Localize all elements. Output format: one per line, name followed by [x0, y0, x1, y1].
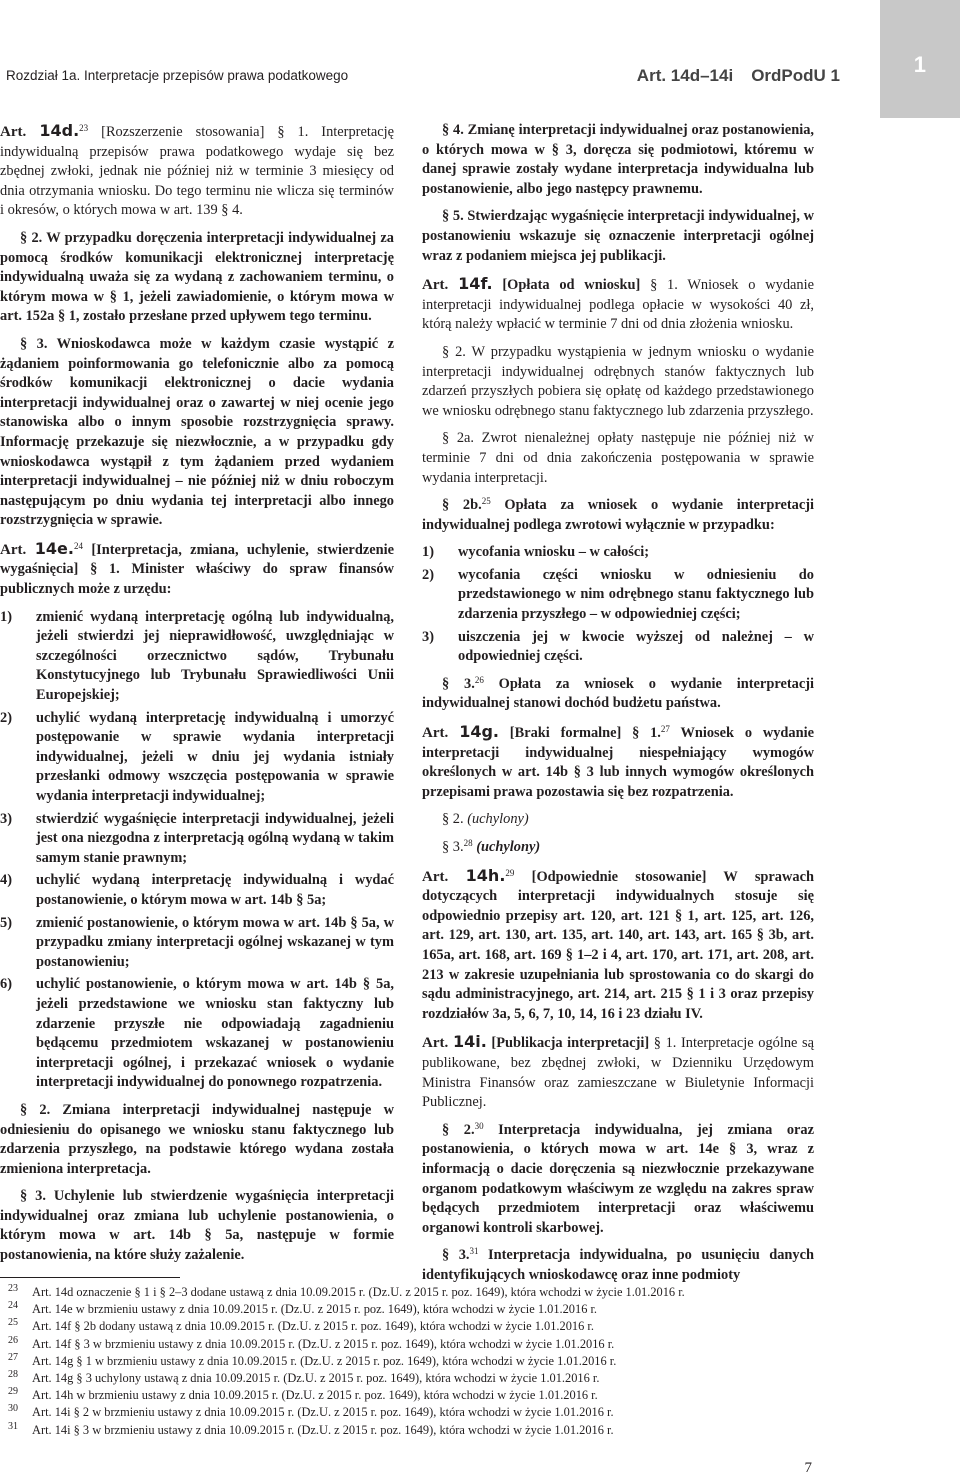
paragraph-text: § 1. Interpretacje ogólne są publikowane, bez zbędnej zwłoki, w Dzienniku Urzędowym Ministra Finansów oraz zamieszczane w Biuletynie Informacji Publicznej. — [422, 1035, 814, 1111]
item-number: 2) — [0, 709, 12, 726]
article-title: [Opłata od wniosku] — [492, 277, 651, 294]
footnote-ref: 31 — [469, 1246, 479, 1257]
footnote — [8, 1404, 828, 1421]
article-title: [Odpowiednie stosowanie] — [514, 868, 724, 885]
article-number: 14i. — [452, 1032, 487, 1052]
footnote-text: Art. 14d oznaczenie § 1 i § 2–3 dodane ustawą z dnia 10.09.2015 r. (Dz.U. z 2015 r. poz. 1649), która wchodzi w życie 1.01.2016 r. — [32, 1285, 685, 1299]
list-item — [0, 914, 394, 973]
art14d-paragraph-3: § 3. Wnioskodawca może w każdym czasie wystąpić z żądaniem poinformowania go telefonicznie albo za pomocą środków komunikacji elektronicznej o dacie wydania interpretacji indywidualnej oraz o zawartej w niej ocenie jego stanowiska albo o innym sposobie rozstrzygnięcia sprawy. Informację przekazuje się niezwłocznie, a w przypadku gdy wnioskodawca wystąpił z tym żądaniem przed wydaniem interpretacji indywidualnej – nie później niż w dniu roboczym następującym po dniu wydania tej interpretacji albo innego rozstrzygnięcia w sprawie. — [0, 335, 394, 529]
footnote-ref: 29 — [505, 867, 515, 878]
article-label: Art. — [422, 1035, 453, 1052]
footnote-ref: 28 — [463, 838, 473, 848]
chapter-title: Rozdział 1a. Interpretacje przepisów prawa podatkowego — [6, 68, 349, 83]
repealed-note: (uchylony) — [467, 811, 529, 828]
item-number: 2) — [422, 566, 434, 583]
art14d-paragraph-1 — [0, 121, 394, 221]
item-text: uchylić wydaną interpretację indywidualną i wydać postanowienie, o którym mowa w art. 14b § 5a; — [36, 872, 394, 908]
list-item — [0, 608, 394, 706]
footnote-number: 31 — [8, 1420, 18, 1432]
item-text: uchylić wydaną interpretację indywidualną i umorzyć postępowanie w sprawie wydania interpretacji indywidualnej, jeżeli w dniu jej wydania istniały przesłanki odmowy wszczęcia postępowania w sprawie wydania interpretacji indywidualnej; — [36, 709, 394, 804]
chapter-tab — [880, 0, 960, 118]
footnote-text: Art. 14i § 2 w brzmieniu ustawy z dnia 10.09.2015 r. (Dz.U. z 2015 r. poz. 1649), która wchodzi w życie 1.01.2016 r. — [32, 1405, 614, 1420]
art14g-heading — [422, 722, 814, 802]
footnote-text: Art. 14g § 1 w brzmieniu ustawy z dnia 10.09.2015 r. (Dz.U. z 2015 r. poz. 1649), która wchodzi w życie 1.01.2016 r. — [32, 1353, 617, 1368]
article-number: 14g. — [459, 722, 499, 742]
art14e-paragraph-3: § 3. Uchylenie lub stwierdzenie wygaśnięcia interpretacji indywidualnej oraz zmiana lub uchylenie postanowienia, o którym mowa w art. 14b § 5a, następuje w formie postanowienia, na które służy zażalenie. — [0, 1188, 394, 1264]
art14f-heading — [422, 274, 814, 335]
repealed-note: (uchylony) — [472, 839, 541, 855]
article-label: Art. — [0, 541, 35, 558]
footnote-ref: 25 — [481, 496, 491, 507]
article-title: [Publikacja interpretacji] — [486, 1035, 654, 1052]
paragraph-text: Interpretacja indywidualna, po usunięciu danych identyfikujących wnioskodawcę oraz inne podmioty — [422, 1247, 815, 1283]
art14e-heading — [0, 539, 394, 600]
paragraph-text: Wniosek o wydanie interpretacji indywidualnej niespełniający wymogów określonych w art. 14b § 3 lub innych wymogów określonych przepisami prawa pozostawia się bez rozpatrzenia. — [422, 725, 814, 800]
paragraph-text: Opłata za wniosek o wydanie interpretacji indywidualnej podlega zwrotowi wyłącznie w przypadku: — [422, 497, 814, 533]
paragraph-text: W sprawach dotyczących interpretacji indywidualnych stosuje się odpowiednio przepisy art. 120, art. 121 § 1, art. 125, art. 126, art. 129, art. 130, art. 135, art. 140, art. 143, art. 165 § 3b, art. 165a, art. 168, art. 169 § 1–2 i 4, art. 170, art. 171, art. 208, art. 213 w zakresie uzupełniania lub sprostowania co do skargi do sądu administracyjnego, art. 214, art. 215 § 1 i 3 oraz przepisy rozdziałów 3a, 5, 6, 7, 10, 14, 16 i 23 działu IV. — [422, 868, 814, 1022]
footnote-ref: 30 — [474, 1120, 484, 1131]
item-number: 1) — [422, 544, 434, 561]
page-number: 7 — [804, 1460, 812, 1476]
footnote-number: 28 — [8, 1369, 18, 1381]
footnote — [8, 1336, 828, 1353]
list-item — [422, 543, 814, 563]
footnote-ref: 24 — [73, 540, 83, 551]
article-label: Art. — [422, 868, 466, 885]
footnote-number: 24 — [8, 1300, 18, 1312]
paragraph-label: § 2b. — [442, 497, 482, 514]
art14i-paragraph-2 — [422, 1121, 814, 1239]
paragraph-text: § 1. Wniosek o wydanie interpretacji indywidualnej podlega opłacie w wysokości 40 zł, którą należy wpłacić w terminie 7 dni od dnia złożenia wniosku. — [422, 277, 814, 333]
footnote-number: 30 — [8, 1403, 18, 1415]
article-number: 14f. — [458, 274, 493, 294]
footnote — [8, 1301, 828, 1318]
art14i-heading — [422, 1032, 814, 1112]
item-text: zmienić postanowienie, o którym mowa w art. 14b § 5a, w przypadku zmiany interpretacji ogólnej wskazanej w tym postanowieniu; — [36, 914, 394, 970]
article-number: 14d. — [39, 121, 80, 140]
art14g-paragraph-2 — [422, 810, 814, 830]
list-item — [0, 810, 394, 869]
right-column — [422, 121, 814, 1293]
list-item — [0, 709, 394, 807]
item-number: 6) — [0, 976, 12, 993]
paragraph-label: § 2. — [442, 1121, 475, 1138]
footnote-text: Art. 14i § 3 w brzmieniu ustawy z dnia 10.09.2015 r. (Dz.U. z 2015 r. poz. 1649), która wchodzi w życie 1.01.2016 r. — [32, 1422, 614, 1437]
item-number: 4) — [0, 872, 12, 889]
footnote — [8, 1387, 828, 1404]
chapter-tab-number: 1 — [913, 52, 926, 77]
art14e-paragraph-4: § 4. Zmianę interpretacji indywidualnej oraz postanowienia, o których mowa w § 3, doręcza się podmiotowi, któremu w danej sprawie zostały wydane interpretacja indywidualna lub postanowienie, albo jego następcy prawnemu. — [422, 122, 814, 197]
article-label: Art. — [422, 277, 459, 294]
list-item — [0, 975, 394, 1093]
paragraph-text: Interpretacja indywidualna, jej zmiana oraz postanowienia, o których mowa w art. 14e § 3, wraz z informacją o dacie doręczenia są niezwłocznie przekazywane organom podatkowym właściwym ze względu na zakres spraw będących przedmiotem interpretacji oraz właściwemu organowi kontroli skarbowej. — [422, 1121, 815, 1236]
art14f-paragraph-2b — [422, 496, 814, 535]
art14e-item-list — [0, 608, 394, 1093]
footnote — [8, 1284, 828, 1301]
item-text: wycofania wniosku – w całości; — [458, 544, 650, 561]
item-text: uchylić postanowienie, o którym mowa w art. 14b § 5a, jeżeli przedstawione we wniosku stan faktyczny lub zdarzenie przyszłe nie odpowiadają zagadnieniu będącemu przedmiotem wskazanej w postanowieniu interpretacji ogólnej, i przekazać wniosek o wydanie interpretacji indywidualnej do ponownego rozpatrzenia. — [36, 976, 394, 1091]
footnote-ref: 26 — [474, 674, 484, 685]
footnote — [8, 1422, 828, 1439]
footnote-text: Art. 14g § 3 uchylony ustawą z dnia 10.09.2015 r. (Dz.U. z 2015 r. poz. 1649), która wchodzi w życie 1.01.2016 r. — [32, 1371, 600, 1386]
item-number: 1) — [0, 608, 12, 625]
footnote — [8, 1353, 828, 1370]
left-column — [0, 121, 394, 1274]
article-range: Art. 14d–14i — [636, 66, 734, 85]
header-reference — [637, 66, 840, 86]
art14f-item-list — [422, 543, 814, 667]
footnote-ref: 27 — [660, 724, 670, 735]
article-title: [Braki formalne] § 1. — [499, 725, 661, 742]
code-abbreviation: OrdPodU — [751, 66, 826, 85]
footnote-ref: 23 — [79, 123, 89, 133]
footnote-number: 26 — [8, 1334, 18, 1346]
footnote-number: 29 — [8, 1386, 18, 1398]
art14g-paragraph-3 — [422, 838, 814, 858]
item-text: wycofania części wniosku w odniesieniu do przedstawionego w nim odrębnego stanu faktycznego lub zdarzenia przyszłego – w odpowiedniej części; — [458, 566, 814, 623]
item-number: 3) — [0, 810, 12, 827]
paragraph-text: [Rozszerzenie stosowania] § 1. Interpretację indywidualną przepisów prawa podatkowego wydaje się bez zbędnej zwłoki, jednak nie później niż w terminie 3 miesięcy od dnia otrzymania wniosku. Do tego terminu nie wlicza się terminów i okresów, o których mowa w art. 139 § 4. — [0, 124, 394, 219]
art14f-paragraph-2: § 2. W przypadku wystąpienia w jednym wniosku o wydanie interpretacji indywidualnej odrębnych stanów faktycznych lub zdarzeń przyszłych pobiera się opłatę od każdego przedstawionego we wniosku odrębnego stanu faktycznego lub zdarzenia przyszłego. — [422, 343, 814, 419]
footnote — [8, 1318, 828, 1335]
paragraph-label: § 3. — [442, 1247, 470, 1264]
list-item — [422, 566, 814, 625]
art14i-paragraph-3 — [422, 1246, 814, 1285]
footnote-text: Art. 14f § 2b dodany ustawą z dnia 10.09.2015 r. (Dz.U. z 2015 r. poz. 1649), która wchodzi w życie 1.01.2016 r. — [32, 1319, 594, 1334]
paragraph-label: § 2. — [442, 811, 468, 828]
item-text: stwierdzić wygaśnięcie interpretacji indywidualnej, jeżeli jest ona niezgodna z interpretacją ogólną wydaną w takim samym stanie prawnym; — [36, 810, 394, 866]
footnote-text: Art. 14f § 3 w brzmieniu ustawy z dnia 10.09.2015 r. (Dz.U. z 2015 r. poz. 1649), która wchodzi w życie 1.01.2016 r. — [32, 1336, 615, 1351]
list-item — [0, 871, 394, 910]
footnote-divider — [0, 1277, 180, 1278]
running-header — [6, 68, 840, 90]
paragraph-label: § 3. — [442, 839, 464, 855]
item-number: 5) — [0, 914, 12, 931]
art14f-paragraph-2a: § 2a. Zwrot nienależnej opłaty następuje nie później niż w terminie 7 dni od dnia zakończenia postępowania w sprawie wydania interpretacji. — [422, 430, 814, 486]
footnotes — [8, 1284, 828, 1439]
article-label: Art. — [0, 124, 40, 140]
art14d-paragraph-2: § 2. W przypadku doręczenia interpretacji indywidualnej za pomocą środków komunikacji elektronicznej interpretację indywidualną uważa się za wydaną z zachowaniem terminu, o którym mowa w § 1, jeżeli zawiadomienie, o którym mowa w art. 152a § 1, zostało przesłane przed upływem tego terminu. — [0, 229, 394, 325]
item-number: 3) — [422, 628, 434, 645]
footnote-number: 27 — [8, 1351, 18, 1363]
footnote-text: Art. 14h w brzmieniu ustawy z dnia 10.09.2015 r. (Dz.U. z 2015 r. poz. 1649), która wchodzi w życie 1.01.2016 r. — [32, 1388, 598, 1403]
art14e-paragraph-2: § 2. Zmiana interpretacji indywidualnej następuje w odniesieniu do opisanego we wniosku stanu faktycznego lub zdarzenia przyszłego, na podstawie którego wydana została zmieniona interpretacja. — [0, 1101, 394, 1177]
article-number: 14e. — [34, 538, 74, 558]
list-item — [422, 628, 814, 667]
article-label: Art. — [422, 725, 460, 742]
footnote-text: Art. 14e w brzmieniu ustawy z dnia 10.09.2015 r. (Dz.U. z 2015 r. poz. 1649), która wchodzi w życie 1.01.2016 r. — [32, 1302, 598, 1317]
article-title: [Interpretacja, zmiana, uchylenie, stwierdzenie wygaśnięcia] § 1. Minister właściwy do spraw finansów publicznych może z urzędu: — [0, 541, 394, 598]
paragraph-label: § 3. — [442, 675, 475, 692]
art14h-heading — [422, 866, 814, 1025]
footnote-number: 23 — [8, 1283, 18, 1294]
item-text: uiszczenia jej w kwocie wyższej od należnej – w odpowiedniej części. — [458, 628, 814, 665]
art14e-paragraph-5: § 5. Stwierdzając wygaśnięcie interpretacji indywidualnej, w postanowieniu wskazuje się oznaczenie interpretacji ogólnej wraz z podaniem miejsca jej publikacji. — [422, 208, 814, 264]
footnote — [8, 1370, 828, 1387]
footnote-number: 25 — [8, 1317, 18, 1329]
header-page-ref: 1 — [830, 66, 840, 85]
paragraph-text: Opłata za wniosek o wydanie interpretacji indywidualnej stanowi dochód budżetu państwa. — [422, 675, 814, 712]
art14f-paragraph-3 — [422, 675, 814, 714]
item-text: zmienić wydaną interpretację ogólną lub indywidualną, jeżeli stwierdzi jej nieprawidłowość, uwzględniając w szczególności orzecznictwo sądów, Trybunału Konstytucyjnego lub Trybunału Sprawiedliwości Unii Europejskiej; — [36, 608, 394, 704]
article-number: 14h. — [465, 865, 506, 885]
